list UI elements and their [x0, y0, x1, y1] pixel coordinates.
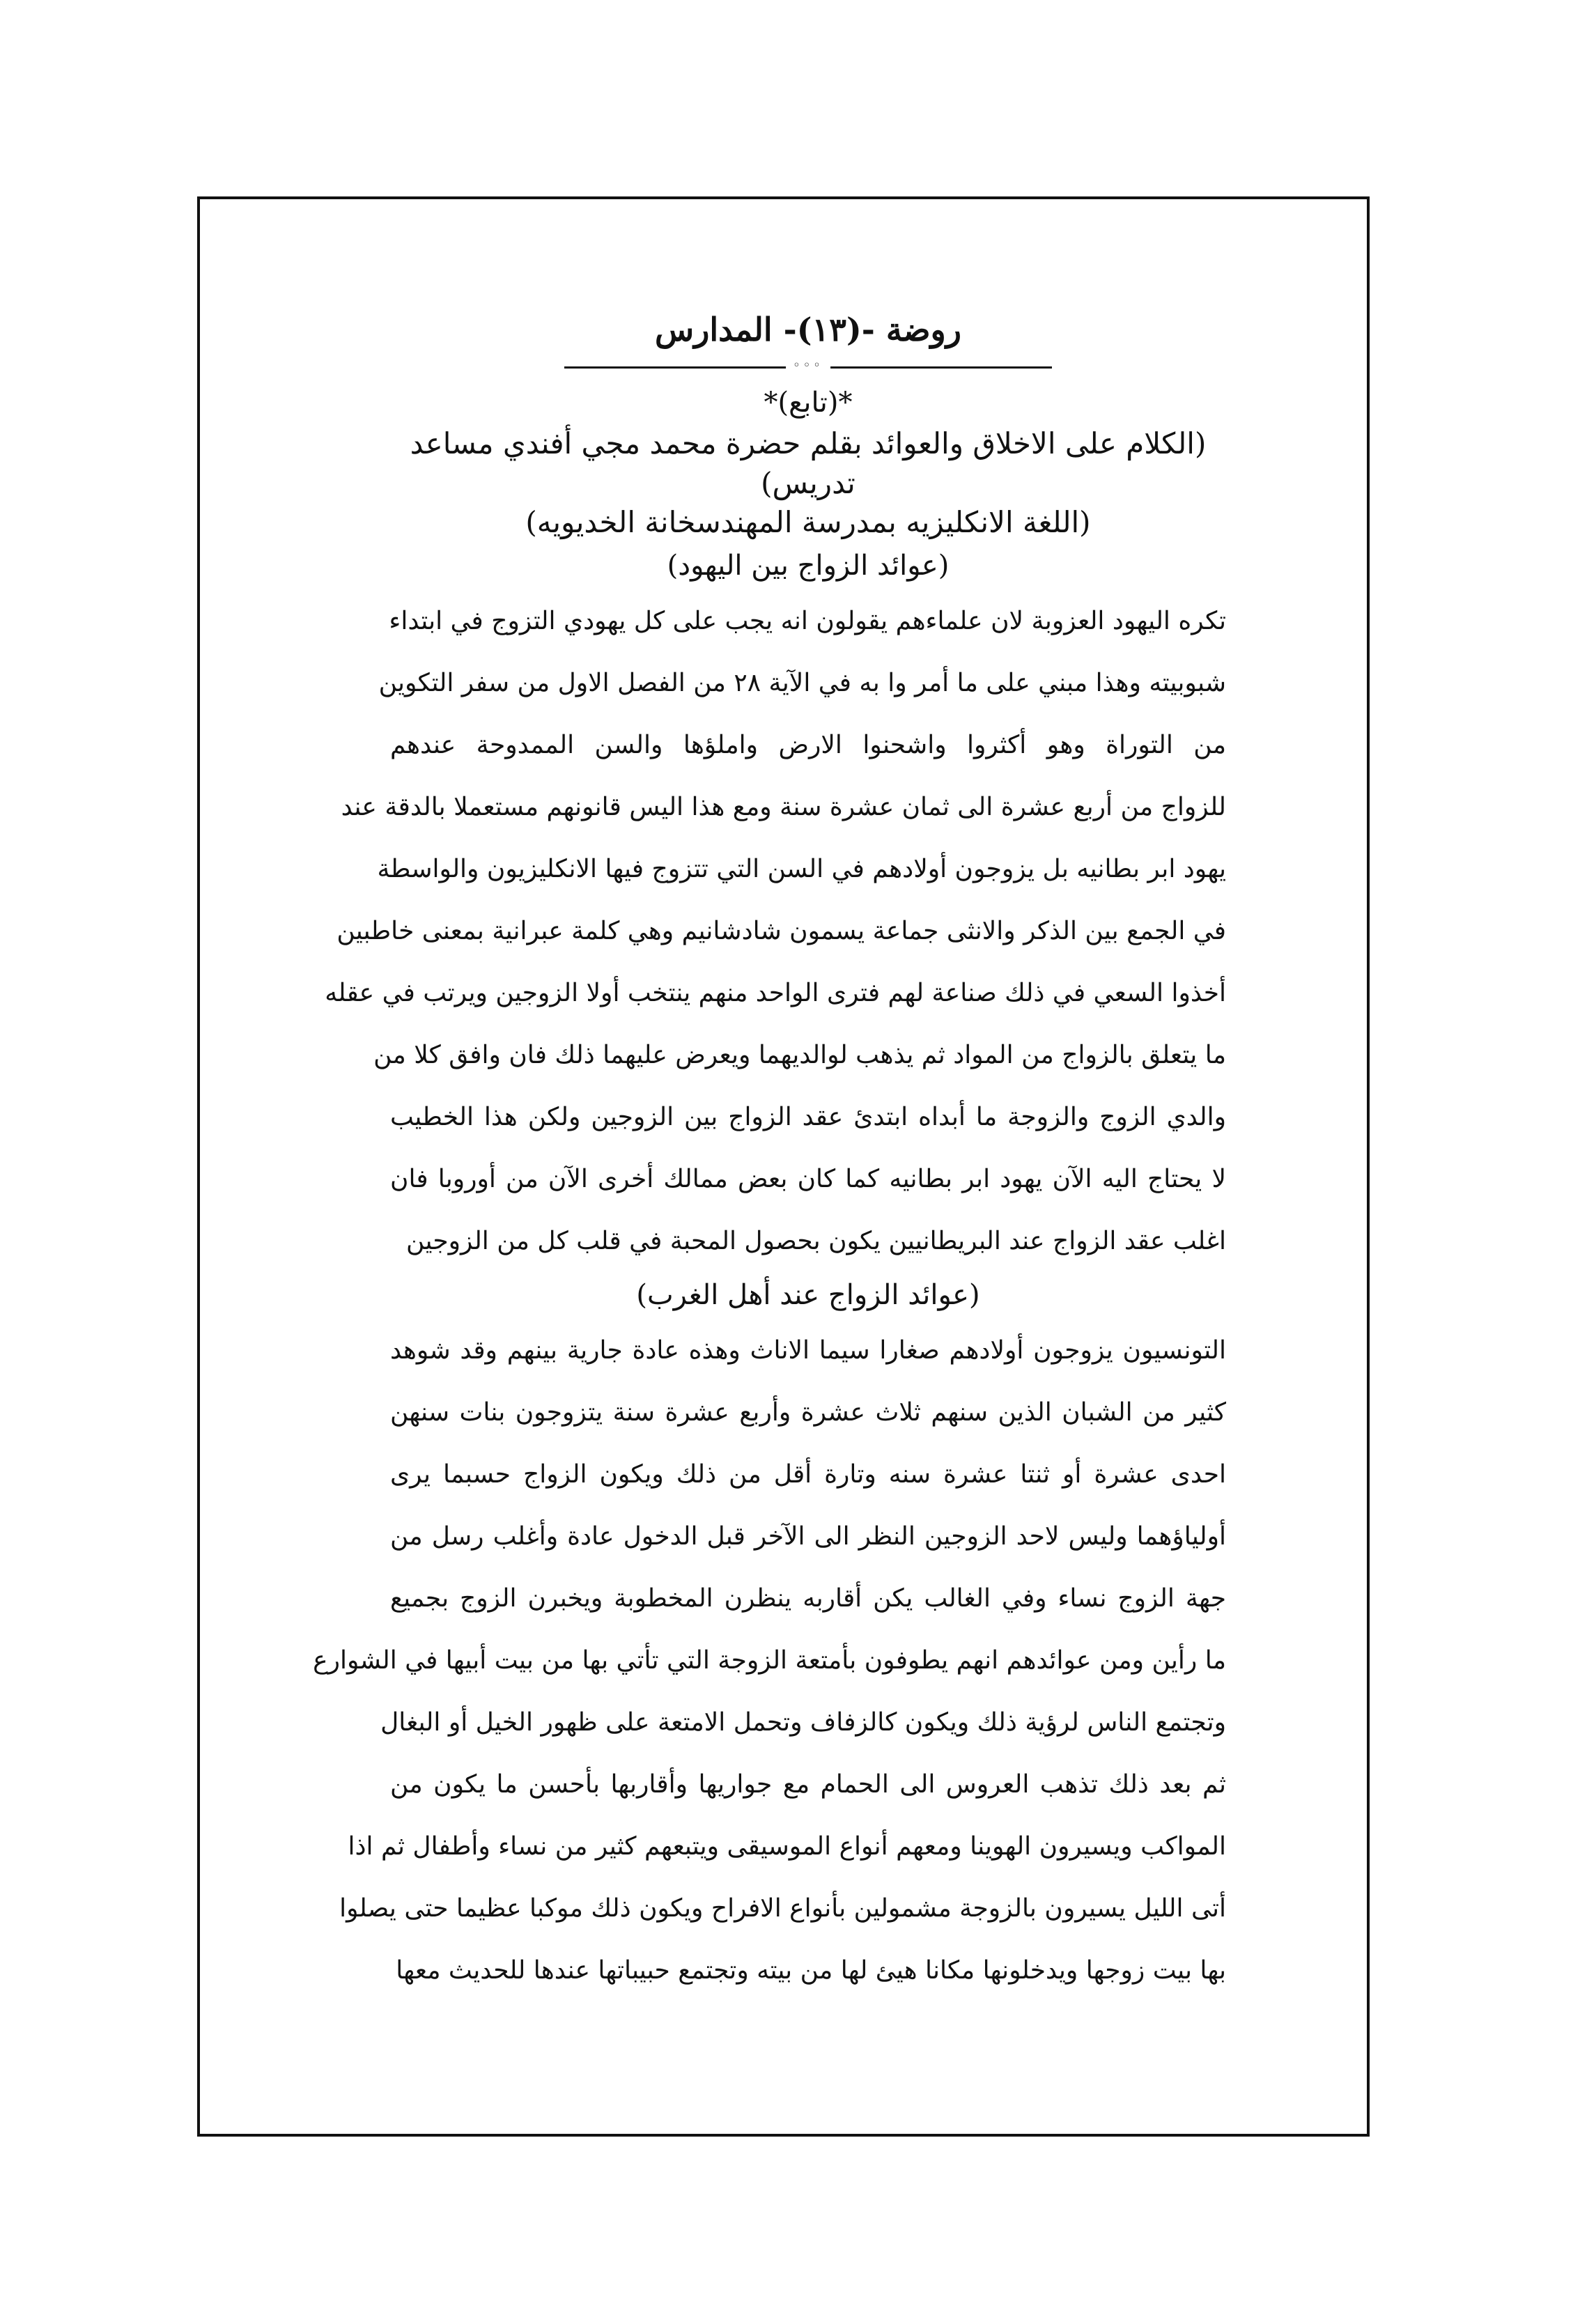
- text-block: [313, 311, 1226, 2001]
- text-line: شبوبيته وهذا مبني على ما أمر وا به في الآية ٢٨ من الفصل الاول من سفر التكوين: [378, 669, 1226, 698]
- text-line: ثم بعد ذلك تذهب العروس الى الحمام مع جواريها وأقاربها بأحسن ما يكون من: [390, 1770, 1226, 1799]
- page-header: روضة -(١٣)- المدارس: [654, 311, 961, 348]
- text-line: وتجتمع الناس لرؤية ذلك ويكون كالزفاف وتحمل الامتعة على ظهور الخيل أو البغال: [380, 1708, 1226, 1737]
- text-line: التونسيون يزوجون أولادهم صغارا سيما الاناث وهذه عادة جارية بينهم وقد شوهد: [390, 1336, 1226, 1365]
- section2-heading: (عوائد الزواج عند أهل الغرب): [636, 1279, 980, 1312]
- text-line: ما رأين ومن عوائدهم انهم يطوفون بأمتعة الزوجة التي تأتي بها من بيت أبيها في الشوارع: [313, 1646, 1226, 1675]
- ornament-icon: ◦◦◦: [786, 358, 830, 373]
- text-line: تكره اليهود العزوبة لان علماءهم يقولون انه يجب على كل يهودي التزوج في ابتداء: [389, 607, 1226, 636]
- text-line: يهود ابر بطانيه بل يزوجون أولادهم في السن التي تتزوج فيها الانكليزيون والواسطة: [377, 855, 1226, 884]
- text-line: كثير من الشبان الذين سنهم ثلاث عشرة وأربع عشرة سنة يتزوجون بنات سنهن: [390, 1398, 1226, 1427]
- text-line: أولياؤهما وليس لاحد الزوجين النظر الى الآخر قبل الدخول عادة وأغلب رسل من: [390, 1522, 1226, 1551]
- header-rule: [564, 358, 1052, 375]
- text-line: ما يتعلق بالزواج من المواد ثم يذهب لوالديهما ويعرض عليهما ذلك فان وافق كلا من: [373, 1041, 1226, 1070]
- text-line: احدى عشرة أو ثنتا عشرة سنه وتارة أقل من ذلك ويكون الزواج حسبما يرى: [390, 1460, 1226, 1489]
- text-line: بها بيت زوجها ويدخلونها مكانا هيئ لها من بيته وتجتمع حبيباتها عندها للحديث معها: [396, 1956, 1226, 1985]
- text-line: في الجمع بين الذكر والانثى جماعة يسمون شادشانيم وهي كلمة عبرانية بمعنى خاطبين: [336, 917, 1226, 946]
- text-line: من التوراة وهو أكثروا واشحنوا الارض واملؤها والسن الممدوحة عندهم: [390, 731, 1226, 760]
- text-line: أتى الليل يسيرون بالزوجة مشمولين بأنواع الافراح ويكون ذلك موكبا عظيما حتى يصلوا: [339, 1894, 1226, 1923]
- continued-label: *(تابع)*: [764, 387, 853, 419]
- text-line: للزواج من أربع عشرة الى ثمان عشرة سنة ومع هذا اليس قانونهم مستعملا بالدقة عند: [341, 793, 1226, 822]
- section1-body: [325, 590, 1226, 1272]
- text-line: جهة الزوج نساء وفي الغالب يكن أقاربه ينظرن المخطوبة ويخبرن الزوج بجميع: [390, 1584, 1226, 1613]
- text-line: لا يحتاج اليه الآن يهود ابر بطانيه كما كان بعض ممالك أخرى الآن من أوروبا فان: [390, 1165, 1226, 1194]
- text-line: المواكب ويسيرون الهوينا ومعهم أنواع الموسيقى ويتبعهم كثير من نساء وأطفال ثم اذا: [348, 1832, 1226, 1861]
- article-title-line1: (الكلام على الاخلاق والعوائد بقلم حضرة محمد مجي أفندي مساعد تدريس): [410, 426, 1207, 500]
- text-line: اغلب عقد الزواج عند البريطانيين يكون بحصول المحبة في قلب كل من الزوجين: [406, 1227, 1226, 1256]
- section1-heading: (عوائد الزواج بين اليهود): [667, 550, 950, 582]
- article-title-line2: (اللغة الانكليزيه بمدرسة المهندسخانة الخديويه): [525, 505, 1091, 540]
- text-line: أخذوا السعي في ذلك صناعة لهم فترى الواحد منهم ينتخب أولا الزوجين ويرتب في عقله: [325, 979, 1226, 1008]
- section2-body: [313, 1319, 1226, 2001]
- text-line: والدي الزوج والزوجة ما أبداه ابتدئ عقد الزواج بين الزوجين ولكن هذا الخطيب: [390, 1103, 1226, 1132]
